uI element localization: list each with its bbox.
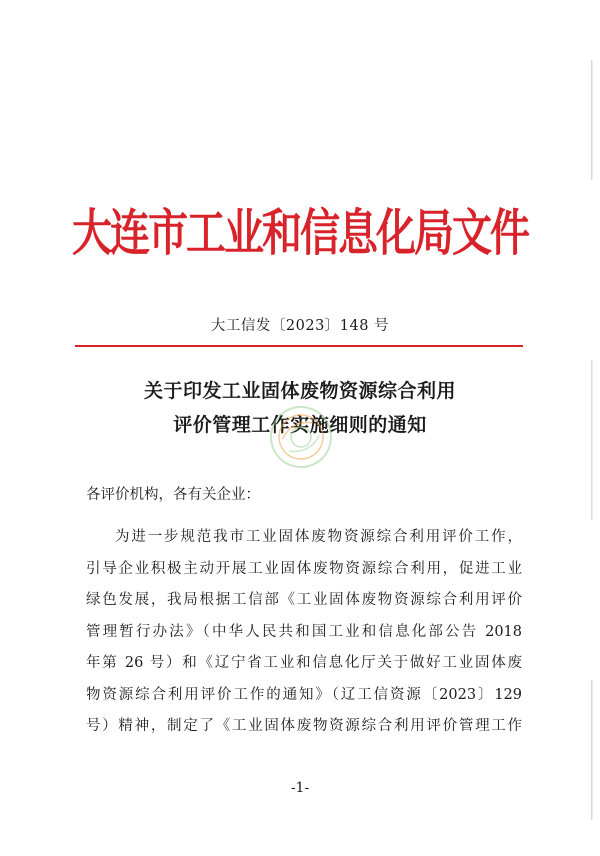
scan-edge-marks (590, 60, 594, 820)
body-line: 引导企业积极主动开展工业固体废物资源综合利用，促进工业 (86, 560, 522, 577)
body-paragraph (86, 522, 522, 743)
body-line: 号）精神，制定了《工业固体废物资源综合利用评价管理工作 (86, 718, 522, 734)
body-line: 为进一步规范我市工业固体废物资源综合利用评价工作， (115, 529, 522, 545)
title-line-2: 评价管理工作实施细则的通知 (173, 414, 427, 436)
body-line: 管理暂行办法》（中华人民共和国工业和信息化部公告 2018 (86, 623, 522, 640)
body-line: 年第 26 号）和《辽宁省工业和信息化厅关于做好工业固体废 (86, 655, 522, 671)
document-masthead: 大连市工业和信息化局文件 (72, 203, 528, 263)
document-number: 大工信发〔2023〕148 号 (210, 318, 390, 334)
page-number: -1- (290, 780, 310, 796)
title-line-1: 关于印发工业固体废物资源综合利用 (143, 380, 456, 402)
red-divider-rule (75, 345, 523, 347)
body-line: 物资源综合利用评价工作的通知》（辽工信资源〔2023〕129 (86, 686, 522, 703)
body-line: 绿色发展，我局根据工信部《工业固体废物资源综合利用评价 (86, 592, 522, 608)
salutation: 各评价机构，各有关企业： (86, 487, 260, 503)
